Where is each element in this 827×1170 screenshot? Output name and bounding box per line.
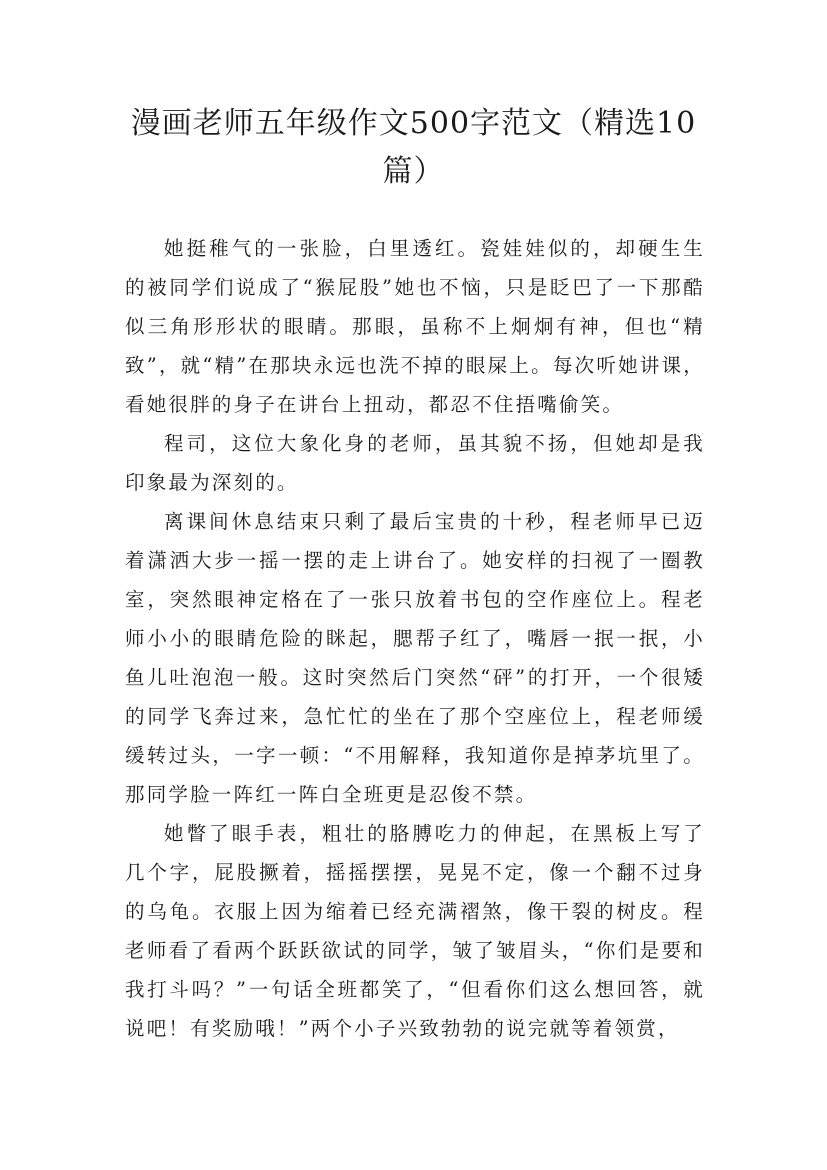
document-title: 漫画老师五年级作文500字范文（精选10篇） <box>130 106 697 189</box>
paragraph: 离课间休息结束只剩了最后宝贵的十秒，程老师早已迈着潇洒大步一摇一摆的走上讲台了。她安样的扫视了一圈教室，突然眼神定格在了一张只放着书包的空作座位上。程老师小小的眼睛危险的眯起，腮帮子红了，嘴唇一抿一抿，小鱼儿吐泡泡一般。这时突然后门突然“砰”的打开，一个很矮的同学飞奔过来，急忙忙的坐在了那个空座位上，程老师缓缓转过头，一字一顿：“不用解释，我知道你是掉茅坑里了。那同学脸一阵红一阵白全班更是忍俊不禁。 <box>125 510 705 806</box>
document-body <box>125 229 705 1048</box>
paragraph: 她瞥了眼手表，粗壮的胳膊吃力的伸起，在黑板上写了几个字，屁股撅着，摇摇摆摆，晃晃不定，像一个翻不过身的乌龟。衣服上因为缩着已经充满褶煞，像干裂的树皮。程老师看了看两个跃跃欲试的同学，皱了皱眉头，“你们是要和我打斗吗？”一句话全班都笑了，“但看你们这么想回答，就说吧！有奖励哦！”两个小子兴致勃勃的说完就等着领赏， <box>125 822 705 1040</box>
paragraph: 程司，这位大象化身的老师，虽其貌不扬，但她却是我印象最为深刻的。 <box>125 432 705 494</box>
paragraph: 她挺稚气的一张脸，白里透红。瓷娃娃似的，却硬生生的被同学们说成了“猴屁股”她也不恼，只是眨巴了一下那酷似三角形形状的眼睛。那眼，虽称不上炯炯有神，但也“精致”，就“精”在那块永远也洗不掉的眼屎上。每次听她讲课，看她很胖的身子在讲台上扭动，都忍不住捂嘴偷笑。 <box>125 237 705 416</box>
